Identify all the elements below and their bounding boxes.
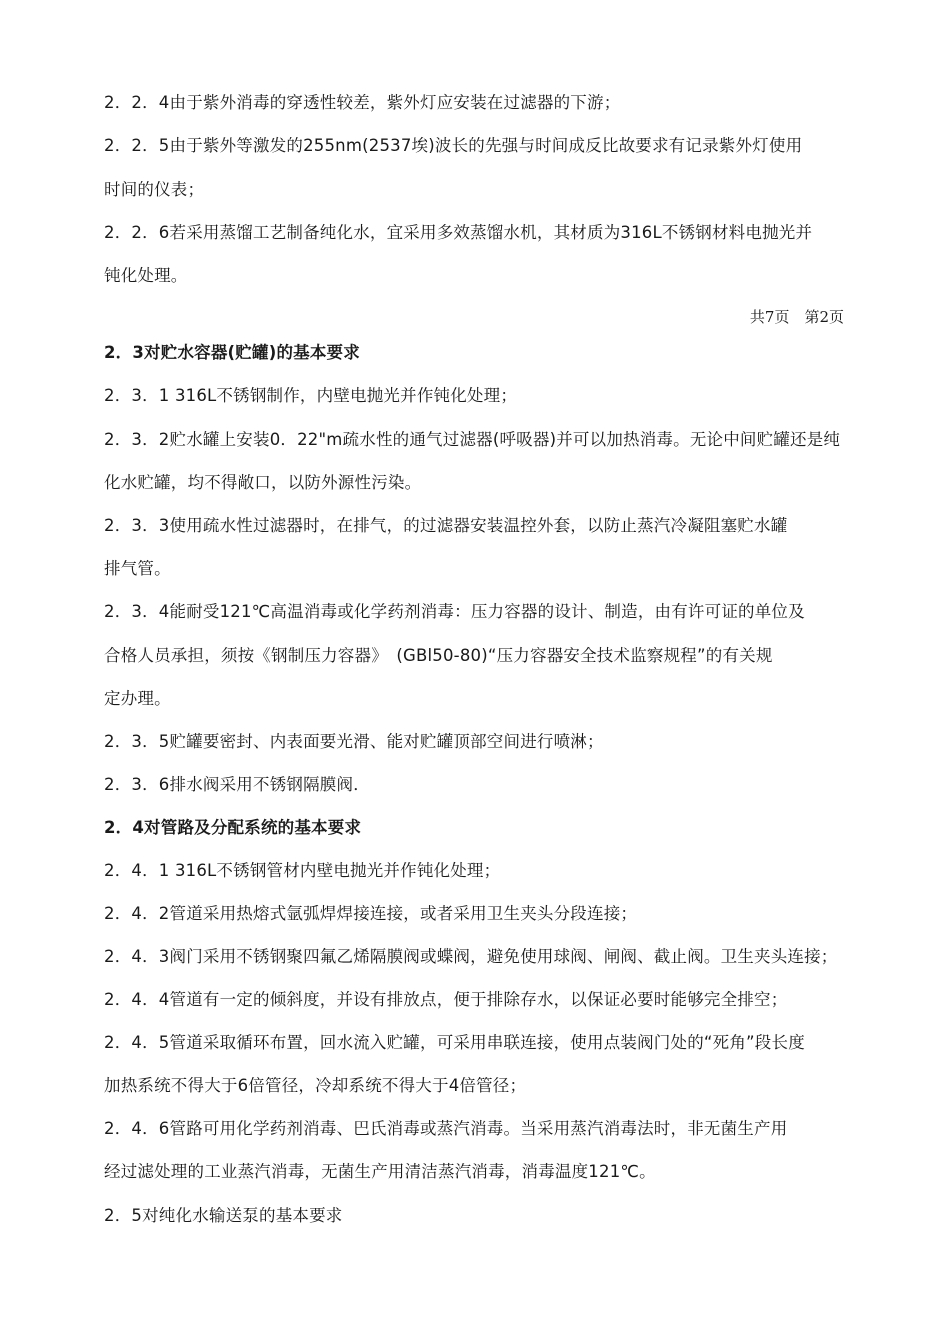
section-heading: 2．3对贮水容器(贮罐)的基本要求 bbox=[104, 343, 360, 362]
paragraph-line: 化水贮罐，均不得敞口，以防外源性污染。 bbox=[104, 473, 422, 492]
paragraph-line: 定办理。 bbox=[104, 689, 171, 708]
section-heading: 2．5对纯化水输送泵的基本要求 bbox=[104, 1206, 343, 1225]
paragraph-line: 2．4．4管道有一定的倾斜度，并设有排放点，便于排除存水，以保证必要时能够完全排空； bbox=[104, 990, 788, 1009]
page-number: 共7页 第2页 bbox=[749, 308, 844, 326]
paragraph-line: 2．4．1 316L不锈钢管材内壁电抛光并作钝化处理； bbox=[104, 861, 501, 880]
paragraph-line: 2．3．2贮水罐上安装0．22"m疏水性的通气过滤器(呼吸器)并可以加热消毒。无论中间贮罐还是纯 bbox=[104, 430, 841, 449]
paragraph-line: 2．2．5由于紫外等激发的255nm(2537埃)波长的先强与时间成反比故要求有记录紫外灯使用 bbox=[104, 136, 803, 155]
paragraph-line: 时间的仪表； bbox=[104, 180, 205, 199]
paragraph-line: 2．4．2管道采用热熔式氩弧焊焊接连接，或者采用卫生夹头分段连接； bbox=[104, 904, 638, 923]
paragraph-line: 2．3．4能耐受121℃高温消毒或化学药剂消毒：压力容器的设计、制造，由有许可证的单位及 bbox=[104, 602, 805, 621]
paragraph-line: 2．2．6若采用蒸馏工艺制备纯化水，宜采用多效蒸馏水机，其材质为316L不锈钢材料电抛光并 bbox=[104, 223, 813, 242]
paragraph-line: 2．2．4由于紫外消毒的穿透性较差，紫外灯应安装在过滤器的下游； bbox=[104, 93, 621, 112]
section-heading: 2．4对管路及分配系统的基本要求 bbox=[104, 818, 362, 837]
paragraph-line: 排气管。 bbox=[104, 559, 171, 578]
paragraph-line: 2．3．1 316L不锈钢制作，内壁电抛光并作钝化处理； bbox=[104, 386, 518, 405]
paragraph-line: 2．3．3使用疏水性过滤器时，在排气，的过滤器安装温控外套，以防止蒸汽冷凝阻塞贮水罐 bbox=[104, 516, 788, 535]
paragraph-line: 2．3．6排水阀采用不锈钢隔膜阀． bbox=[104, 775, 370, 794]
paragraph-line: 2．4．6管路可用化学药剂消毒、巴氏消毒或蒸汽消毒。当采用蒸汽消毒法时，非无菌生产用 bbox=[104, 1119, 788, 1138]
paragraph-line: 加热系统不得大于6倍管径，冷却系统不得大于4倍管径； bbox=[104, 1076, 527, 1095]
paragraph-line: 合格人员承担，须按《钢制压力容器》 (GBl50-80)“压力容器安全技术监察规程”的有关规 bbox=[104, 646, 773, 665]
paragraph-line: 2．3．5贮罐要密封、内表面要光滑、能对贮罐顶部空间进行喷淋； bbox=[104, 732, 604, 751]
paragraph-line: 2．4．5管道采取循环布置，回水流入贮罐，可采用串联连接，使用点装阀门处的“死角”段长度 bbox=[104, 1033, 805, 1052]
paragraph-line: 经过滤处理的工业蒸汽消毒，无菌生产用清洁蒸汽消毒，消毒温度121℃。 bbox=[104, 1162, 656, 1181]
paragraph-line: 钝化处理。 bbox=[104, 266, 188, 285]
paragraph-line: 2．4．3阀门采用不锈钢聚四氟乙烯隔膜阀或蝶阀，避免使用球阀、闸阀、截止阀。卫生夹头连接； bbox=[104, 947, 838, 966]
